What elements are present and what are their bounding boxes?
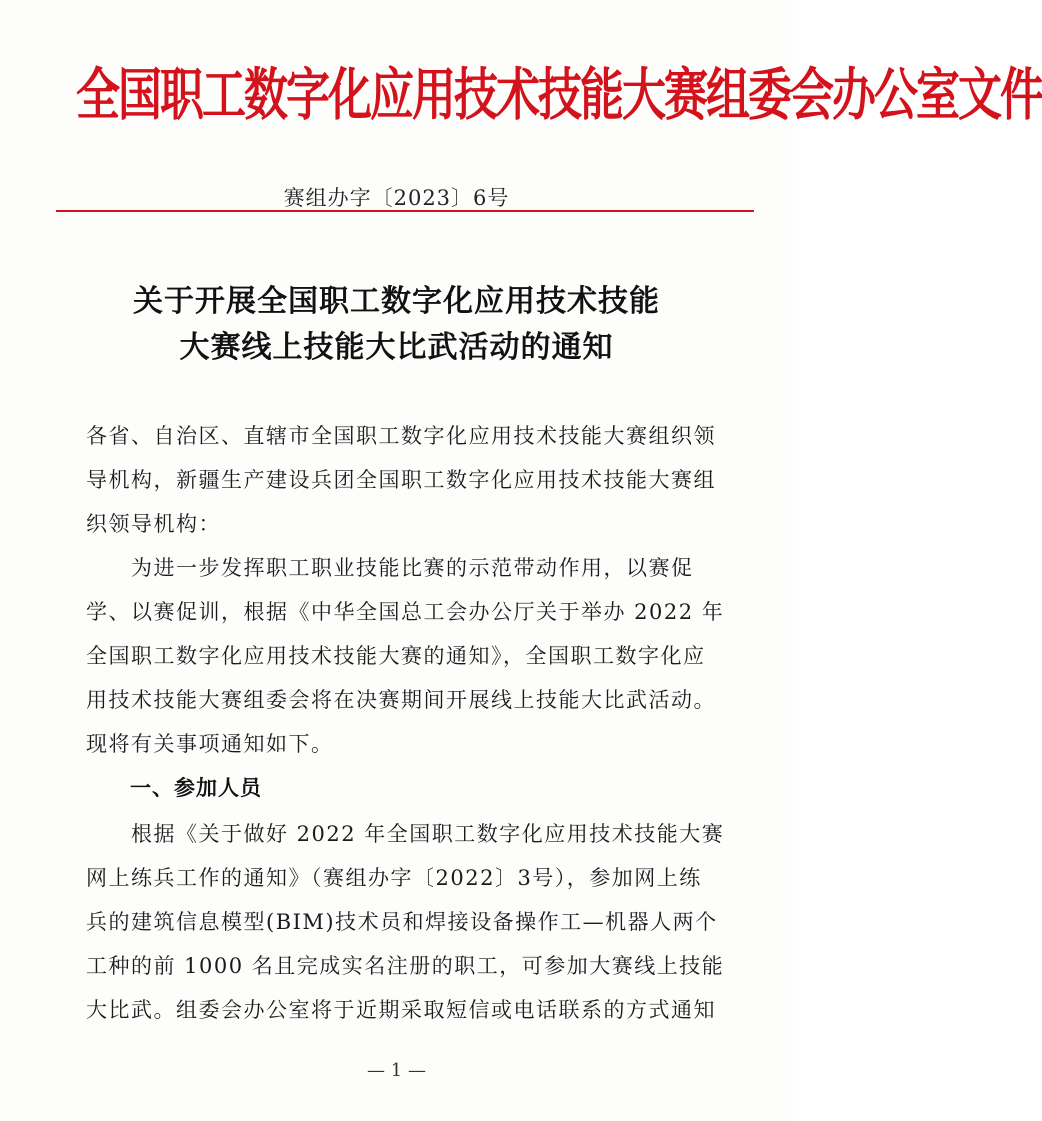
notice-title-line-2: 大赛线上技能大比武活动的通知 — [179, 330, 614, 365]
body-line: 导机构，新疆生产建设兵团全国职工数字化应用技术技能大赛组 — [86, 468, 716, 492]
issuing-office-header: 全国职工数字化应用技术技能大赛组委会办公室文件 — [76, 62, 1042, 128]
body-line: 现将有关事项通知如下。 — [86, 732, 334, 756]
page-number: — 1 — — [367, 1060, 426, 1081]
section-body-line: 大比武。组委会办公室将于近期采取短信或电话联系的方式通知 — [86, 998, 716, 1022]
section-body-line: 根据《关于做好 2022 年全国职工数字化应用技术技能大赛 — [86, 822, 725, 846]
document-number: 赛组办字〔2023〕6号 — [283, 186, 510, 210]
body-line: 为进一步发挥职工职业技能比赛的示范带动作用，以赛促 — [86, 556, 694, 580]
red-divider-rule — [56, 210, 754, 212]
section-body-line: 网上练兵工作的通知》（赛组办字〔2022〕3号），参加网上练 — [86, 866, 702, 890]
body-line: 各省、自治区、直辖市全国职工数字化应用技术技能大赛组织领 — [86, 424, 716, 448]
body-line: 用技术技能大赛组委会将在决赛期间开展线上技能大比武活动。 — [86, 688, 716, 712]
section-body-line: 工种的前 1000 名且完成实名注册的职工，可参加大赛线上技能 — [86, 954, 725, 978]
notice-title-line-1: 关于开展全国职工数字化应用技术技能 — [133, 284, 660, 319]
body-line: 全国职工数字化应用技术技能大赛的通知》，全国职工数字化应 — [86, 644, 706, 668]
section-body-line: 兵的建筑信息模型(BIM)技术员和焊接设备操作工—机器人两个 — [86, 910, 718, 934]
section-heading-participants: 一、参加人员 — [130, 776, 262, 800]
body-line: 织领导机构： — [86, 512, 221, 536]
body-line: 学、以赛促训，根据《中华全国总工会办公厅关于举办 2022 年 — [86, 600, 725, 624]
